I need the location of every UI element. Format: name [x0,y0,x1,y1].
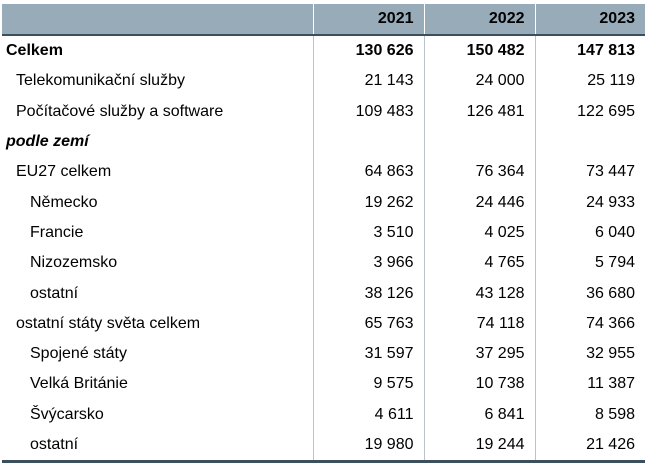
cell-2022: 43 128 [424,278,535,308]
table-row [2,309,645,339]
cell-2022: 126 481 [424,97,535,127]
cell-2021: 130 626 [313,35,424,66]
cell-2022: 24 446 [424,187,535,217]
row-label: ostatní [30,284,79,302]
cell-2021: 4 611 [313,400,424,430]
table-container [2,4,645,463]
cell-2022 [424,127,535,157]
cell-2021: 21 143 [313,66,424,96]
cell-2021: 65 763 [313,309,424,339]
table-row-total [2,35,645,66]
table-row [2,369,645,399]
cell-2021: 9 575 [313,369,424,399]
header-blank-cell [2,4,313,35]
cell-2023: 6 040 [535,218,645,248]
table-row [2,248,645,278]
cell-2023: 147 813 [535,35,645,66]
cell-2021: 19 262 [313,187,424,217]
cell-2021: 3 966 [313,248,424,278]
section-heading: podle zemí [6,133,89,151]
row-label: Německo [30,193,98,211]
cell-2023: 73 447 [535,157,645,187]
table-row [2,187,645,217]
cell-2021: 3 510 [313,218,424,248]
cell-2021 [313,127,424,157]
cell-2023: 32 955 [535,339,645,369]
table-row [2,400,645,430]
row-label: Nizozemsko [30,254,118,272]
cell-2022: 74 118 [424,309,535,339]
cell-2023: 24 933 [535,187,645,217]
header-year-2023: 2023 [535,4,645,35]
header-year-2022: 2022 [424,4,535,35]
header-row [2,4,645,35]
row-label: ostatní [2,430,313,462]
table-row [2,157,645,187]
cell-2023: 122 695 [535,97,645,127]
cell-2022: 6 841 [424,400,535,430]
row-label: Spojené státy [30,345,127,363]
table-row [2,339,645,369]
cell-2021: 38 126 [313,278,424,308]
cell-2021: 19 980 [313,430,424,462]
cell-2022: 37 295 [424,339,535,369]
row-label: ostatní státy světa celkem [16,314,201,332]
row-label: Velká Británie [30,375,128,393]
cell-2022: 19 244 [424,430,535,462]
data-table [2,4,645,463]
cell-2023: 25 119 [535,66,645,96]
row-label: Telekomunikační služby [16,72,185,90]
cell-2023: 36 680 [535,278,645,308]
cell-2023 [535,127,645,157]
table-row [2,218,645,248]
row-label: Celkem [6,42,63,60]
cell-2022: 76 364 [424,157,535,187]
cell-2023: 5 794 [535,248,645,278]
cell-2022: 4 025 [424,218,535,248]
table-row [2,430,645,462]
cell-2022: 150 482 [424,35,535,66]
row-label: Švýcarsko [30,405,104,423]
header-year-2021: 2021 [313,4,424,35]
cell-2022: 4 765 [424,248,535,278]
cell-2023: 21 426 [535,430,645,462]
cell-2021: 64 863 [313,157,424,187]
cell-2022: 24 000 [424,66,535,96]
row-label: Počítačové služby a software [16,102,224,120]
row-label: Francie [30,223,84,241]
row-label: EU27 celkem [16,163,112,181]
table-row [2,66,645,96]
table-row [2,97,645,127]
table-row-section-heading [2,127,645,157]
cell-2023: 11 387 [535,369,645,399]
cell-2023: 74 366 [535,309,645,339]
cell-2021: 31 597 [313,339,424,369]
cell-2023: 8 598 [535,400,645,430]
cell-2022: 10 738 [424,369,535,399]
table-row [2,278,645,308]
cell-2021: 109 483 [313,97,424,127]
